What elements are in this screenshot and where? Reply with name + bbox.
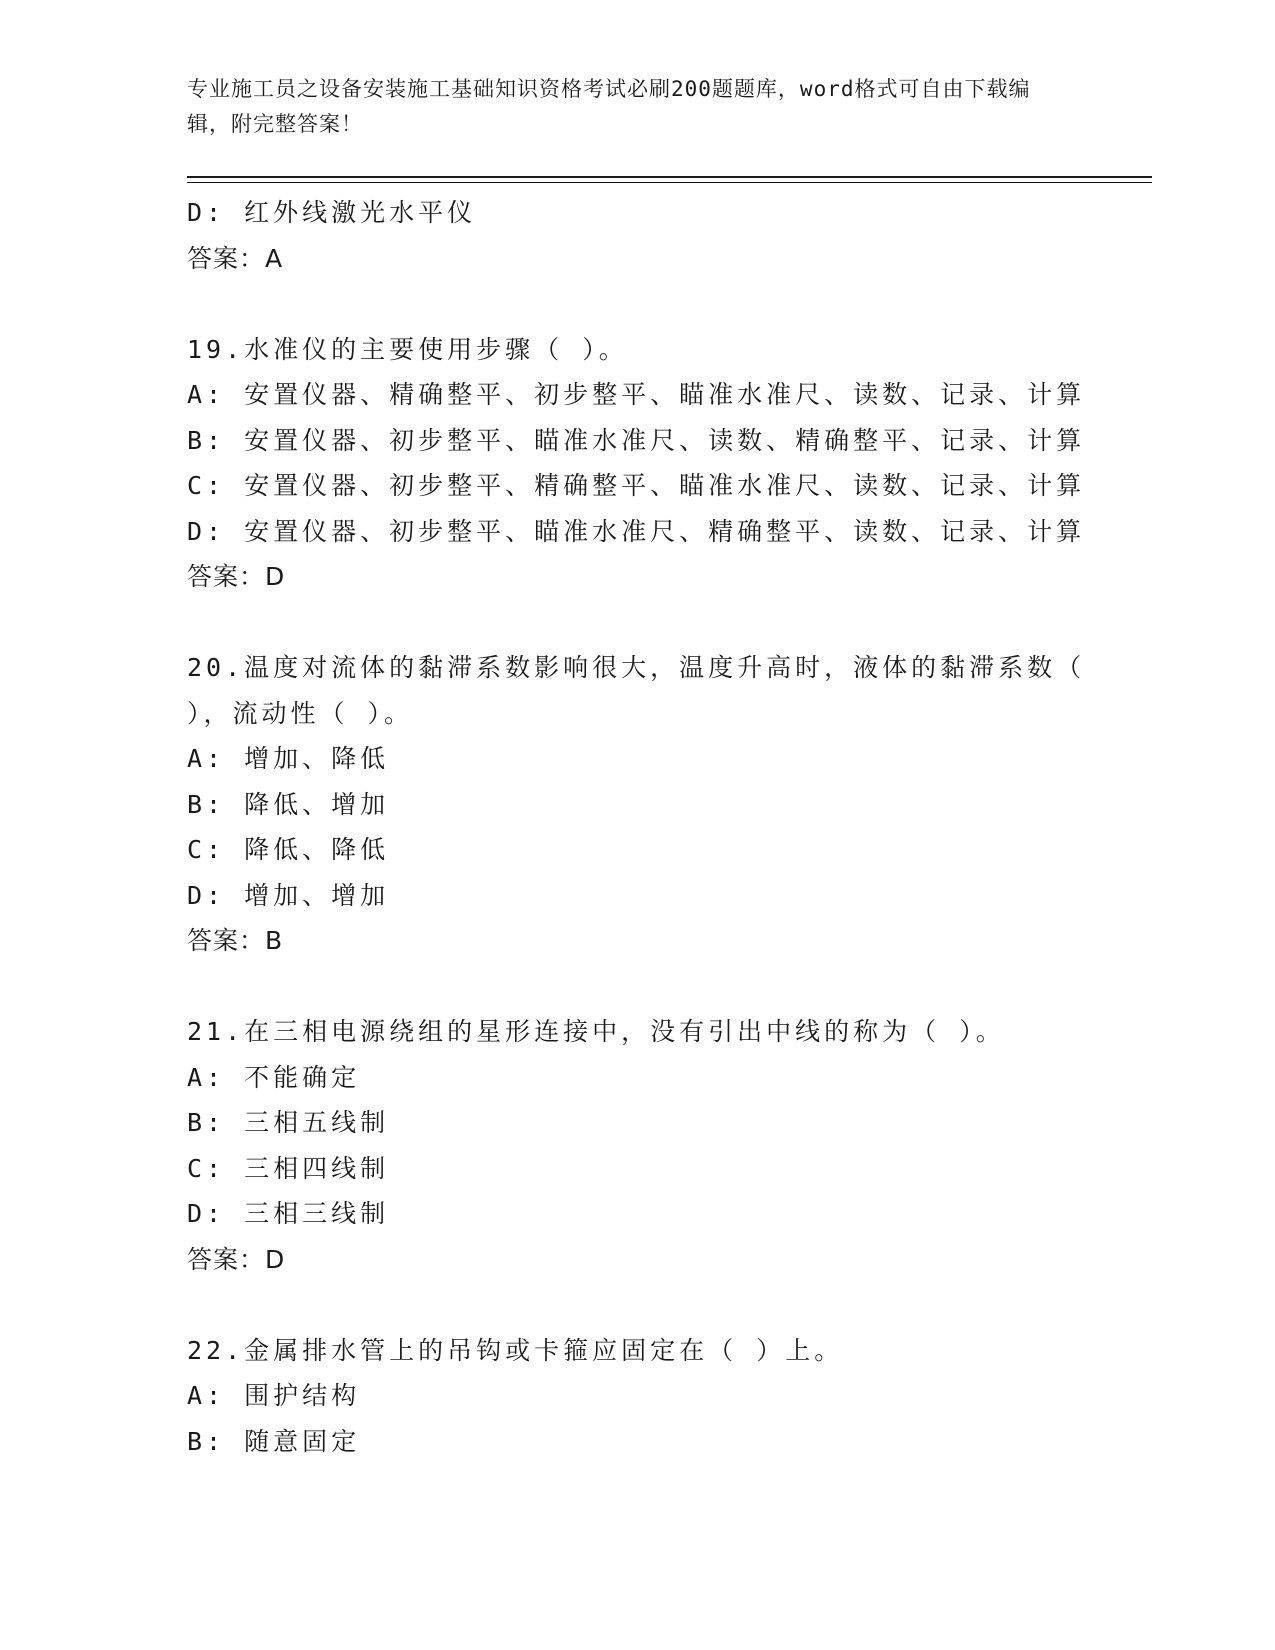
answer-line: 答案：A [187,243,284,273]
document-header [187,72,1067,142]
question-21: 21.在三相电源绕组的星形连接中，没有引出中线的称为（ ）。 [187,1017,1005,1046]
spacer [187,1282,1087,1328]
option-c: C: 三相四线制 [187,1153,390,1183]
option-a: A: 围护结构 [187,1381,361,1410]
document-body [187,190,1087,1464]
option-b: B: 降低、增加 [187,789,390,819]
option-c: C: 降低、降低 [187,835,390,864]
spacer [187,281,1087,327]
option-a: A: 安置仪器、精确整平、初步整平、瞄准水准尺、读数、记录、计算 [187,380,1086,409]
header-rule-thin [187,182,1152,183]
header-rule-thick [187,176,1152,178]
option-b: B: 三相五线制 [187,1108,390,1137]
option-a: A: 增加、降低 [187,744,390,773]
question-22: 22.金属排水管上的吊钩或卡箍应固定在（ ）上。 [187,1335,844,1365]
option-d: D: 增加、增加 [187,880,390,910]
answer-line: 答案：D [187,1244,286,1274]
question-20-line-1: 20.温度对流体的黏滞系数影响很大，温度升高时，液体的黏滞系数（ [187,653,1086,682]
question-20-line-2: ），流动性（ ）。 [187,698,414,728]
answer-line: 答案：D [187,562,286,591]
header-title: 专业施工员之设备安装施工基础知识资格考试必刷200题题库，word格式可自由下载编辑，附完整答案！ [187,77,1031,136]
option-b: B: 安置仪器、初步整平、瞄准水准尺、读数、精确整平、记录、计算 [187,425,1086,455]
spacer [187,964,1087,1010]
option-d: D: 三相三线制 [187,1199,390,1228]
spacer [187,600,1087,646]
answer-line: 答案：B [187,926,284,955]
option-d: D: 红外线激光水平仪 [187,198,477,227]
question-19: 19.水准仪的主要使用步骤（ ）。 [187,334,628,364]
option-a: A: 不能确定 [187,1062,361,1092]
option-b: B: 随意固定 [187,1426,361,1456]
option-d: D: 安置仪器、初步整平、瞄准水准尺、精确整平、读数、记录、计算 [187,516,1086,546]
option-c: C: 安置仪器、初步整平、精确整平、瞄准水准尺、读数、记录、计算 [187,471,1086,500]
